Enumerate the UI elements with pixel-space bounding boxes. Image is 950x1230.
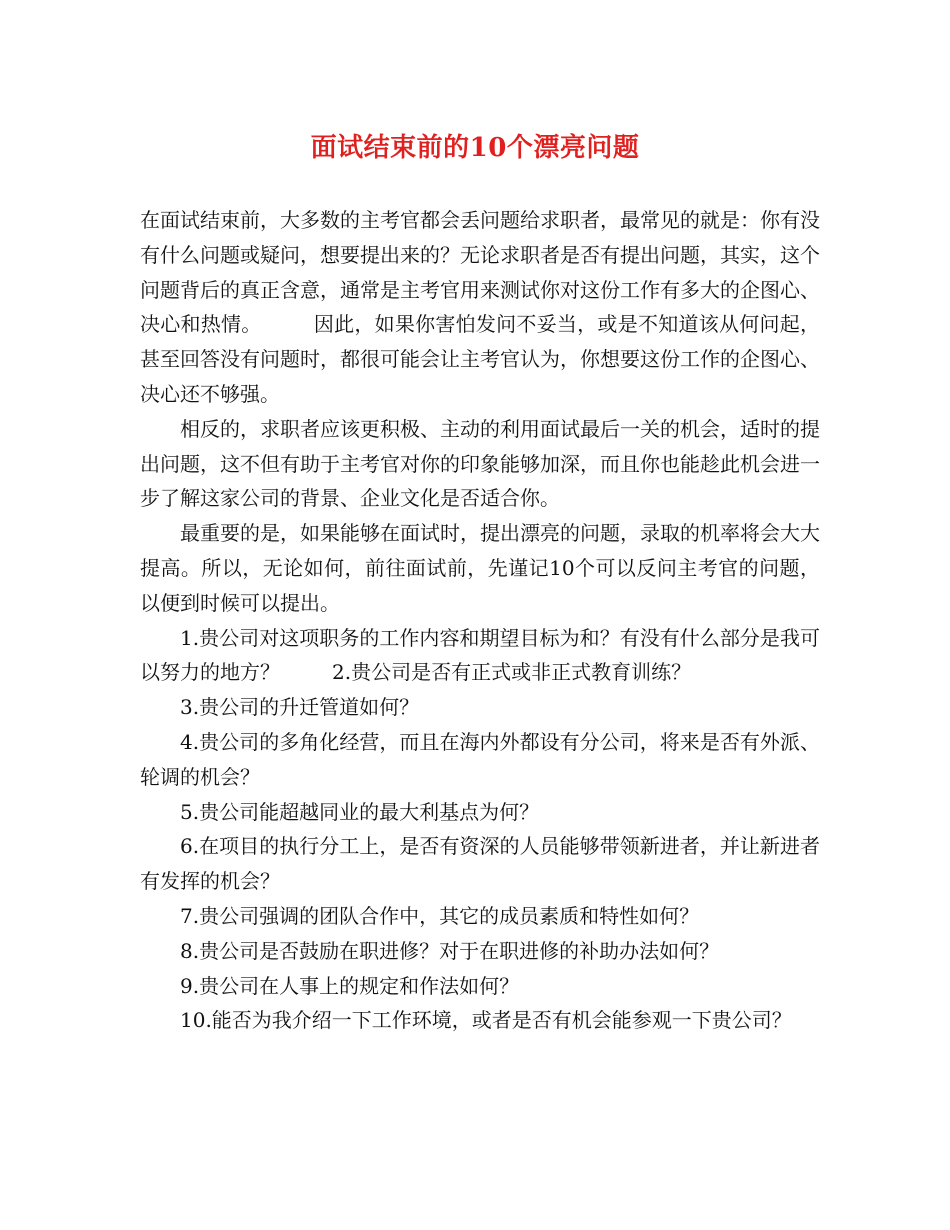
- question-4: 4.贵公司的多角化经营，而且在海内外都设有分公司，将来是否有外派、轮调的机会？: [140, 729, 820, 789]
- intro-paragraph: [140, 203, 820, 412]
- paragraph-3: 最重要的是，如果能够在面试时，提出漂亮的问题，录取的机率将会大大提高。所以，无论如何，前往面试前，先谨记10个可以反问主考官的问题，以便到时候可以提出。: [140, 521, 820, 615]
- intro-text-part2: 因此，如果你害怕发问不妥当，或是不知道该从何问起，甚至回答没有问题时，都很可能会让主考官认为，你想要这份工作的企图心、决心还不够强。: [140, 312, 821, 406]
- question-6: 6.在项目的执行分工上，是否有资深的人员能够带领新进者，并让新进者有发挥的机会？: [140, 834, 820, 894]
- question-1-2: [140, 621, 820, 691]
- paragraph-2: 相反的，求职者应该更积极、主动的利用面试最后一关的机会，适时的提出问题，这不但有助于主考官对你的印象能够加深，而且你也能趁此机会进一步了解这家公司的背景、企业文化是否适合你。: [140, 416, 820, 511]
- question-1: 1.贵公司对这项职务的工作内容和期望目标为和？有没有什么部分是我可以努力的地方？: [140, 625, 820, 685]
- question-7: 7.贵公司强调的团队合作中，其它的成员素质和特性如何？: [180, 903, 700, 928]
- question-8: 8.贵公司是否鼓励在职进修？对于在职进修的补助办法如何？: [180, 938, 720, 963]
- question-10: 10.能否为我介绍一下工作环境，或者是否有机会能参观一下贵公司？: [180, 1008, 792, 1033]
- question-2: 2.贵公司是否有正式或非正式教育训练？: [332, 660, 692, 685]
- intro-text-part1: 在面试结束前，大多数的主考官都会丢问题给求职者，最常见的就是：你有没有什么问题或疑问，想要提出来的？无论求职者是否有提出问题，其实，这个问题背后的真正含意，通常是主考官用来测试你对这份工作有多大的企图心、决心和热情。: [140, 208, 820, 337]
- question-9: 9.贵公司在人事上的规定和作法如何？: [180, 973, 520, 998]
- document-title: 面试结束前的10个漂亮问题: [310, 133, 640, 163]
- question-5: 5.贵公司能超越同业的最大利基点为何？: [180, 799, 540, 824]
- document-body: [140, 203, 820, 1038]
- question-3: 3.贵公司的升迁管道如何？: [180, 695, 420, 720]
